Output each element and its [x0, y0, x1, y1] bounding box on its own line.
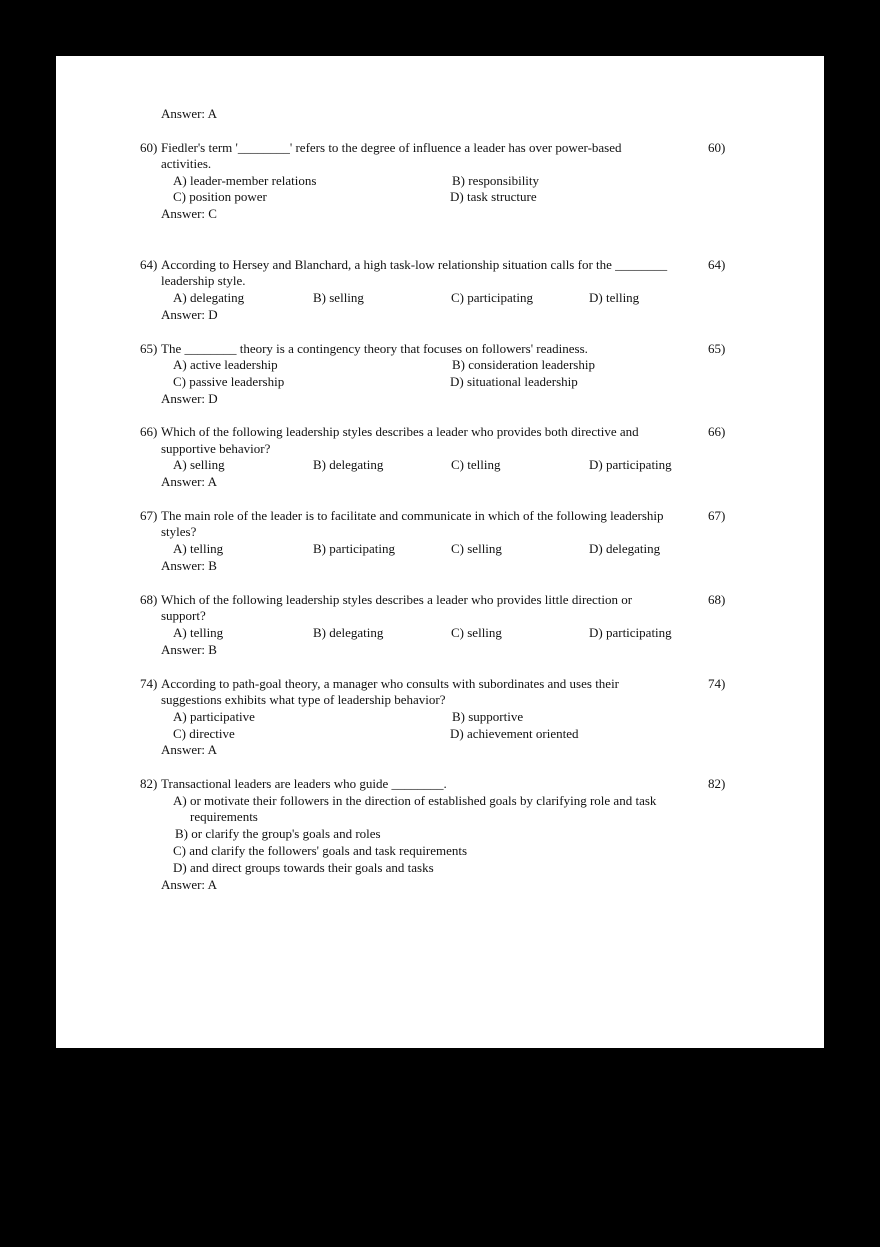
question-number: 67)	[140, 508, 158, 523]
question-number: 82)	[140, 776, 158, 791]
document-page	[56, 56, 824, 1048]
answer-blank: 64)	[708, 257, 726, 272]
question-text: supportive behavior?	[161, 441, 271, 456]
option-b: B) delegating	[313, 457, 384, 472]
option-b: B) or clarify the group's goals and roles	[175, 826, 381, 841]
option-c: C) and clarify the followers' goals and task requirements	[173, 843, 468, 858]
question-text: The ________ theory is a contingency theory that focuses on followers' readiness.	[161, 341, 588, 356]
option-c: C) selling	[451, 625, 502, 640]
answer-blank: 82)	[708, 776, 726, 791]
question-text: leadership style.	[161, 273, 246, 288]
question-text: According to Hersey and Blanchard, a high task-low relationship situation calls for the ________	[161, 257, 668, 272]
option-a: A) active leadership	[173, 357, 278, 372]
option-a-continued: requirements	[190, 809, 258, 824]
option-b: B) selling	[313, 290, 364, 305]
question-text: suggestions exhibits what type of leadership behavior?	[161, 692, 446, 707]
question-number: 74)	[140, 676, 158, 691]
answer-blank: 68)	[708, 592, 726, 607]
option-c: C) telling	[451, 457, 501, 472]
answer: Answer: B	[161, 558, 217, 573]
answer: Answer: D	[161, 391, 218, 406]
answer: Answer: D	[161, 307, 218, 322]
option-d: D) situational leadership	[450, 374, 578, 389]
answer: Answer: A	[161, 474, 217, 489]
answer-blank: 60)	[708, 140, 726, 155]
answer: Answer: B	[161, 642, 217, 657]
option-b: B) participating	[313, 541, 395, 556]
option-d: D) achievement oriented	[450, 726, 579, 741]
option-d: D) and direct groups towards their goals and tasks	[173, 860, 434, 875]
option-b: B) consideration leadership	[452, 357, 595, 372]
answer: Answer: C	[161, 206, 217, 221]
option-d: D) delegating	[589, 541, 661, 556]
answer-blank: 65)	[708, 341, 726, 356]
option-d: D) task structure	[450, 189, 537, 204]
option-b: B) supportive	[452, 709, 524, 724]
option-c: C) passive leadership	[173, 374, 285, 389]
question-text: activities.	[161, 156, 212, 171]
option-a: A) delegating	[173, 290, 245, 305]
question-text: styles?	[161, 524, 197, 539]
answer-blank: 66)	[708, 424, 726, 439]
question-text: Which of the following leadership styles describes a leader who provides both directive and	[161, 424, 639, 439]
question-text: According to path-goal theory, a manager who consults with subordinates and uses their	[161, 676, 620, 691]
question-number: 65)	[140, 341, 158, 356]
option-a: A) telling	[173, 541, 224, 556]
question-text: Which of the following leadership styles describes a leader who provides little direction or	[161, 592, 633, 607]
option-a: A) participative	[173, 709, 255, 724]
option-c: C) participating	[451, 290, 533, 305]
option-c: C) selling	[451, 541, 502, 556]
answer: Answer: A	[161, 877, 217, 892]
option-a: A) leader-member relations	[173, 173, 317, 188]
question-number: 60)	[140, 140, 158, 155]
option-c: C) directive	[173, 726, 235, 741]
question-text: The main role of the leader is to facilitate and communicate in which of the following leadership	[161, 508, 664, 523]
option-c: C) position power	[173, 189, 267, 204]
option-d: D) telling	[589, 290, 640, 305]
answer-blank: 74)	[708, 676, 726, 691]
answer: Answer: A	[161, 742, 217, 757]
question-number: 66)	[140, 424, 158, 439]
option-b: B) delegating	[313, 625, 384, 640]
option-b: B) responsibility	[452, 173, 540, 188]
option-a: A) selling	[173, 457, 225, 472]
question-number: 64)	[140, 257, 158, 272]
answer-blank: 67)	[708, 508, 726, 523]
option-a: A) or motivate their followers in the direction of established goals by clarifying role and task	[173, 793, 657, 808]
previous-answer: Answer: A	[161, 106, 217, 121]
question-text: Fiedler's term '________' refers to the degree of influence a leader has over power-based	[161, 140, 622, 155]
option-d: D) participating	[589, 457, 672, 472]
option-a: A) telling	[173, 625, 224, 640]
question-text: support?	[161, 608, 206, 623]
question-text: Transactional leaders are leaders who guide ________.	[161, 776, 447, 791]
question-number: 68)	[140, 592, 158, 607]
option-d: D) participating	[589, 625, 672, 640]
